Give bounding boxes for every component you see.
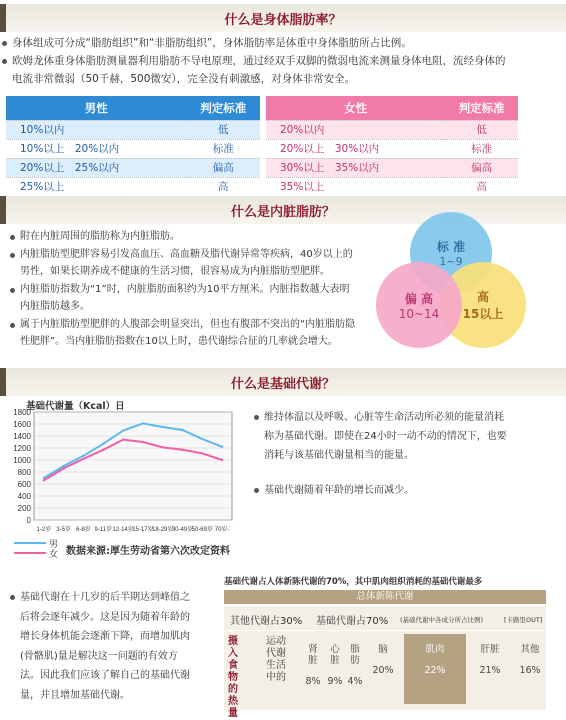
bullet-text: 基础代谢随着年龄的增长而减少。 (254, 481, 554, 500)
x-tick-label: 15-17岁 (132, 527, 154, 533)
metabolism-peak-description (10, 588, 216, 705)
table-row: 35%以上 高 (266, 177, 518, 196)
data-point-女 (162, 446, 164, 448)
bullet-text: 身体组成可分成“脂肪组织”和“非脂肪组织”，身体脂肪率是体重中身体脂肪所占比例。 (2, 34, 562, 52)
bullet-text-cont: 称为基础代谢。即使在24小时一动不动的情况下，也要 (264, 431, 507, 442)
chart-legend (14, 538, 58, 558)
data-point-男 (162, 426, 164, 428)
y-tick-label: 0 (26, 516, 31, 525)
x-tick-label: 30-49岁 (171, 527, 194, 533)
table-row: 30%以上 35%以内 偏高 (266, 158, 518, 177)
cell-percent: 16% (519, 665, 541, 676)
table-row: 20%以内 低 (266, 120, 518, 139)
y-tick-label: 600 (17, 480, 31, 489)
bullet-text-cont: 法。因此我们应该了解自己的基础代谢 (20, 670, 190, 681)
other-30-label: 其他代谢占30% (230, 616, 303, 627)
bullet-text: 欧姆龙体重身体脂肪测量器利用脂肪不导电原理，通过经双手双脚的微弱电流来测量身体电阻，流经身体的 (2, 52, 562, 70)
data-point-男 (221, 446, 223, 448)
data-point-女 (82, 458, 84, 460)
x-tick-label: 12-14岁 (112, 527, 134, 533)
bullet-text: 基础代谢在十几岁的后半期达到峰值之 (10, 588, 216, 608)
bullet-text: 属于内脏脂肪型肥胖的人腹部会明显突出，但也有腹部不突出的“内脏脂肪隐 (10, 316, 382, 334)
bullet-text-cont: 增长身体机能会逐渐下降，而增加肌肉 (20, 631, 190, 642)
y-tick-label: 200 (17, 504, 31, 513)
base-70-note: (基础代谢中各成分所占比例) (400, 616, 484, 624)
bullet-text-cont: 量，并且增加基础代谢。 (20, 689, 130, 701)
visceral-fat-description (10, 228, 382, 351)
metabolism-cell-1 (326, 634, 344, 704)
section-header-visceral-fat (0, 196, 566, 224)
bullet-text: 内脏脂肪指数为“1”时，内脏脂肪面积约为10平方厘米。内脏指数越大表明 (10, 281, 382, 299)
x-tick-label: 3-5岁 (56, 527, 72, 533)
cell-percent: 22% (424, 665, 446, 676)
cell-name: 脂肪 (350, 644, 360, 666)
bullet-text-cont: 性肥胖”。当内脏脂肪指数在10以上时，患代谢综合征的几率就会增大。 (20, 336, 338, 347)
data-point-女 (122, 438, 124, 440)
bullet-text: 附在内脏周围的脂肪称为内脏脂肪。 (10, 228, 382, 246)
basal-metabolism-chart (0, 404, 250, 554)
cell-name: 其他 (520, 644, 540, 655)
cell-percent: 9% (327, 676, 343, 687)
metabolism-cell-5 (470, 634, 510, 704)
data-point-女 (181, 449, 183, 451)
y-tick-label: 1200 (13, 444, 31, 453)
data-point-男 (142, 422, 144, 424)
y-tick-label: 1800 (13, 408, 31, 417)
table-header: 女性 (266, 96, 445, 120)
section-header-body-fat (0, 4, 566, 32)
note-right: [卡路里OUT] (504, 616, 543, 624)
circle-range: 15以上 (462, 307, 504, 321)
metabolism-cell-4 (404, 634, 466, 704)
x-tick-label: 70岁- (214, 527, 230, 533)
table-header: 男性 (6, 96, 187, 120)
y-tick-label: 1000 (13, 456, 31, 465)
y-tick-label: 800 (17, 468, 31, 477)
data-point-女 (43, 479, 45, 481)
cell-percent: 21% (479, 665, 501, 676)
data-point-男 (122, 429, 124, 431)
circle-label: 标 准 (436, 240, 466, 254)
circle-range: 10~14 (398, 306, 440, 321)
cell-name: 肌肉 (425, 644, 445, 655)
base-70-label: 基础代谢占70% (316, 616, 389, 627)
bullet-text-cont: 后将会逐年减少。这是因为随着年龄的 (20, 611, 190, 623)
bullet-text-cont: 消耗与该基础代谢量相当的能量。 (264, 450, 414, 461)
cell-name: 心脏 (330, 644, 340, 666)
cell-percent: 20% (372, 665, 394, 676)
table-caption: 基础代谢占人体新陈代谢的70%，其中肌肉组织消耗的基础代谢最多 (224, 577, 483, 587)
metabolism-cell-0 (304, 634, 322, 704)
chart-title: 基础代谢量（Kcal）日 (26, 401, 125, 412)
bullet-text-cont: 男性，如果长期养成不健康的生活习惯，很容易成为内脏脂肪型肥胖。 (20, 266, 330, 277)
metabolism-cell-6 (514, 634, 546, 704)
bullet-text: 维持体温以及呼吸、心脏等生命活动所必须的能量消耗 (254, 408, 554, 427)
section-title: 什么是身体脂肪率？ (224, 12, 342, 28)
bullet-text-cont: 电流非常微弱（50千赫，500微安），完全没有刺激感，对身体非常安全。 (12, 73, 356, 85)
section-title: 什么是基础代谢？ (230, 376, 335, 392)
data-point-男 (63, 465, 65, 467)
data-point-女 (142, 441, 144, 443)
table-row: 20%以上 30%以内 标准 (266, 139, 518, 158)
x-tick-label: 18-29岁 (152, 527, 174, 533)
circle-label: 偏 高 (404, 291, 434, 306)
bullet-text-cont: 内脏脂肪越多。 (20, 301, 90, 312)
data-point-女 (63, 467, 65, 469)
metabolism-table (224, 606, 546, 719)
table-row: 20%以上 25%以内 偏高 (6, 158, 260, 177)
section-title: 什么是内脏脂肪？ (230, 204, 335, 220)
data-point-女 (102, 449, 104, 451)
female-body-fat-table (266, 96, 518, 197)
x-tick-label: 9-11岁 (94, 527, 113, 533)
legend-item-female (14, 548, 58, 558)
y-tick-label: 1600 (13, 420, 31, 429)
legend-label: 男 (49, 539, 59, 550)
circle-label: 高 (476, 290, 489, 304)
metabolism-cell-3 (366, 634, 400, 704)
x-tick-label: 6-8岁 (76, 527, 91, 533)
cell-percent: 4% (347, 676, 363, 687)
bullet-text-cont: (骨骼肌)量是解决这一问题的有效方 (20, 650, 178, 662)
data-point-女 (201, 452, 203, 454)
col-activity-label: 运动代谢生活中的 (266, 636, 286, 683)
metabolism-cell-2 (346, 634, 364, 704)
y-tick-label: 1400 (13, 432, 31, 441)
male-body-fat-table (6, 96, 260, 197)
body-fat-description (2, 34, 562, 88)
x-tick-label: 50-69岁 (191, 527, 213, 533)
table-header: 判定标准 (445, 96, 518, 120)
y-tick-label: 400 (17, 492, 31, 501)
chart-source: 数据来源:厚生劳动省第六次改定资料 (66, 546, 230, 557)
data-point-男 (82, 455, 84, 457)
data-point-男 (102, 443, 104, 445)
col-intake-label: 摄入食物的热量 (228, 636, 238, 719)
data-point-男 (181, 429, 183, 431)
cell-name: 肝脏 (480, 644, 500, 655)
table-row: 25%以上 高 (6, 177, 260, 196)
data-point-女 (221, 459, 223, 461)
legend-label: 女 (49, 549, 59, 560)
x-tick-label: 1-2岁 (36, 527, 52, 533)
table-row: 10%以内 低 (6, 120, 260, 139)
table-row: 10%以上 20%以内 标准 (6, 139, 260, 158)
cell-name: 脑 (378, 644, 388, 655)
table-header-total: 总体新陈代谢 (224, 590, 546, 604)
data-point-男 (201, 438, 203, 440)
table-header: 判定标准 (187, 96, 260, 120)
circle-slightly-high (376, 262, 462, 348)
metabolism-description (254, 408, 554, 500)
bullet-text: 内脏脂肪型肥胖容易引发高血压、高血糖及脂代谢异常等疾病，40岁以上的 (10, 246, 382, 264)
cell-name: 肾脏 (308, 644, 318, 666)
circle-range: 1~9 (439, 255, 463, 268)
section-header-basal-metabolism (0, 368, 566, 396)
cell-percent: 8% (305, 676, 321, 687)
